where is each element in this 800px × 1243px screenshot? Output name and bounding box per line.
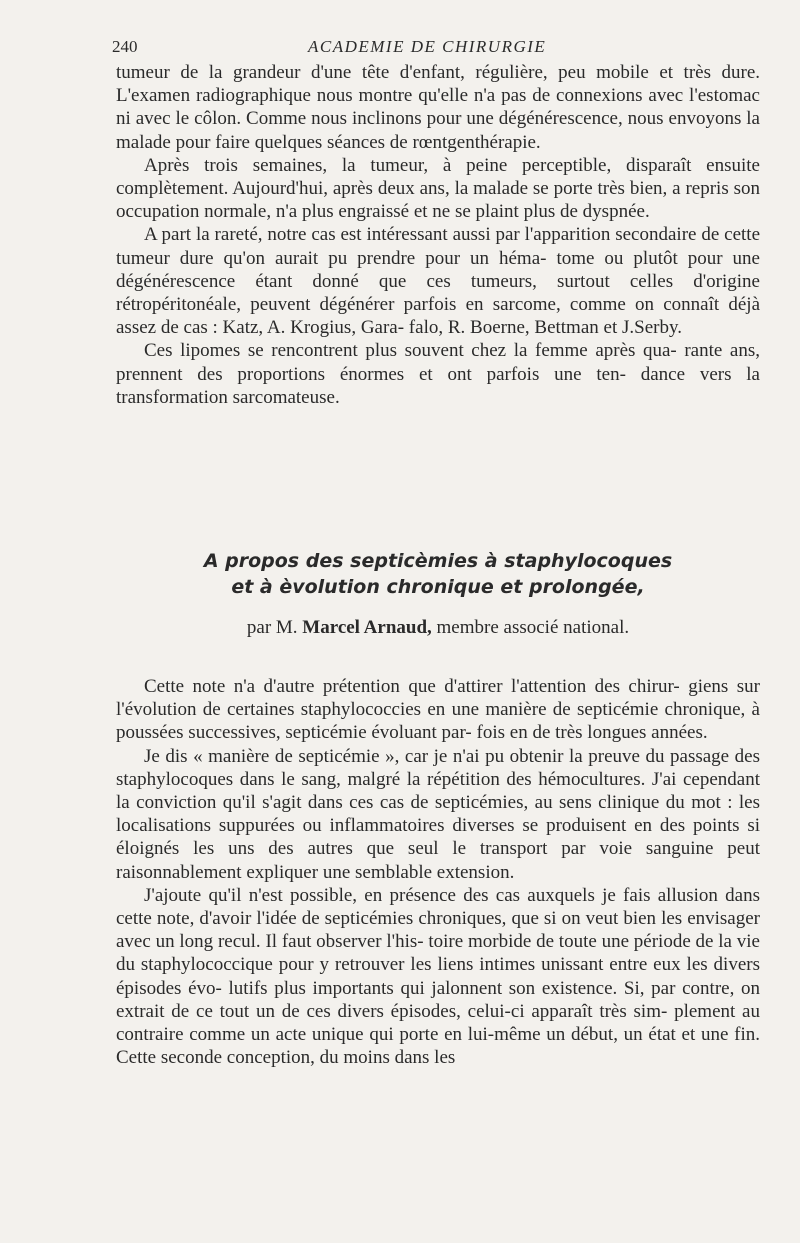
article-title-line: et à èvolution chronique et prolongée,: [231, 576, 645, 598]
byline: [116, 617, 760, 639]
article-title-line: A propos des septicèmies à staphylocoques: [203, 550, 673, 572]
page-number: 240: [112, 37, 138, 56]
article-body: [116, 675, 760, 1069]
continuation-text: [116, 61, 760, 409]
running-head: [112, 37, 762, 59]
paragraph: Je dis « manière de septicémie », car je n'ai pu obtenir la preuve du passage des staphylocoques dans le sang, malgré la répétition des hémocultures. J'ai cependant la conviction qu'il s'agit dans ces cas de septicémies, au sens clinique du mot : les localisations suppurées ou inflammatoires diverses se produisent en des points si éloignés les uns des autres que seul le transport par voie sanguine peut raisonnablement expliquer une semblable extension.: [116, 745, 760, 883]
paragraph: Cette note n'a d'autre prétention que d'attirer l'attention des chirur- giens sur l'évolution de certaines staphylococcies en une manière de septicémie chronique, à poussées successives, septicémie évoluant par- fois en de très longues années.: [116, 676, 760, 744]
paragraph: A part la rareté, notre cas est intéressant aussi par l'apparition secondaire de cette tumeur dure qu'on aurait pu prendre pour un héma- tome ou plutôt pour une dégénérescence étant donné que ces tumeurs, surtout celles d'origine rétropéritonéale, peuvent dégénérer parfois en sarcome, comme on connaît déjà assez de cas : Katz, A. Krogius, Gara- falo, R. Boerne, Bettman et J.Serby.: [116, 224, 760, 339]
paragraph: J'ajoute qu'il n'est possible, en présence des cas auxquels je fais allusion dans cette note, d'avoir l'idée de septicémies chroniques, que si on veut bien les envisager avec un long recul. Il faut observer l'his- toire morbide de toute une période de la vie du staphylococcique pour y retrouver les liens intimes unissant entre eux les divers épisodes évo- lutifs plus importants qui jalonnent son existence. Si, par contre, on extrait de ce tout un de ces divers épisodes, celui-ci apparaît très sim- plement au contraire comme un acte unique qui porte en lui-même un début, un état et une fin. Cette seconde conception, du moins dans les: [116, 884, 760, 1069]
byline-prefix: par M.: [246, 617, 298, 638]
byline-suffix: membre associé national.: [436, 617, 630, 638]
author-name: Marcel Arnaud,: [302, 617, 432, 638]
paragraph: tumeur de la grandeur d'une tête d'enfant, régulière, peu mobile et très dure. L'examen radiographique nous montre qu'elle n'a pas de connexions avec l'estomac ni avec le côlon. Comme nous inclinons pour une dégénérescence, nous envoyons la malade pour faire quelques séances de rœntgenthérapie.: [116, 62, 760, 153]
article-title: [116, 548, 760, 600]
journal-title: ACADEMIE DE CHIRURGIE: [308, 37, 547, 56]
paragraph: Ces lipomes se rencontrent plus souvent chez la femme après qua- rante ans, prennent des proportions énormes et ont parfois une ten- dance vers la transformation sarcomateuse.: [116, 340, 760, 408]
paragraph: Après trois semaines, la tumeur, à peine perceptible, disparaît ensuite complètement. Aujourd'hui, après deux ans, la malade se porte très bien, a repris son occupation normale, n'a plus engraissé et ne se plaint plus de dyspnée.: [116, 154, 760, 223]
